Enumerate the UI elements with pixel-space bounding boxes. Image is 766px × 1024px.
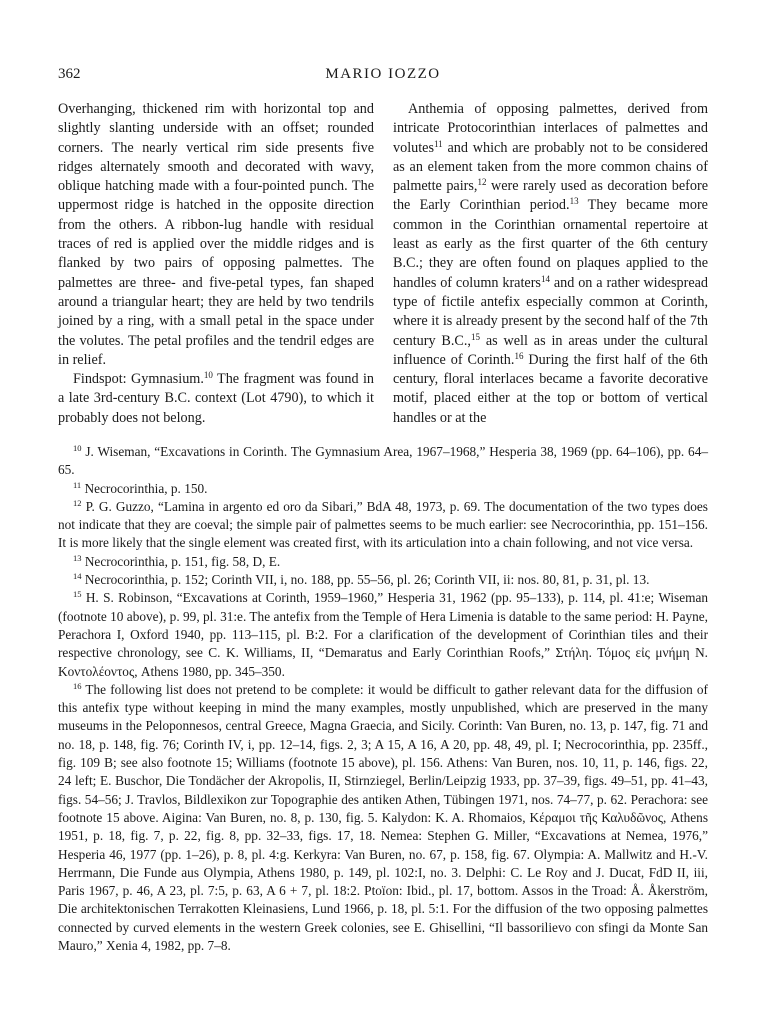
footnote-text: Necrocorinthia, p. 152; Corinth VII, i, no. 188, pp. 55–56, pl. 26; Corinth VII, ii: nos. 80, 81, p. 31, pl. 13. — [84, 572, 650, 588]
footnote-number: 11 — [73, 479, 82, 490]
footnote-14 — [58, 571, 708, 589]
left-column — [58, 100, 374, 428]
footnote-ref[interactable]: 10 — [203, 370, 213, 381]
footnote-number: 14 — [73, 571, 82, 582]
page-number: 362 — [58, 66, 81, 82]
footnote-text: H. S. Robinson, “Excavations at Corinth, 1959–1960,” Hesperia 31, 1962 (pp. 95–133), p. 114, pl. 41:e; Wiseman (footnote 10 above), p. 99, pl. 31:e. The antefix from the Temple of Hera Limenia is datable to the same period: H. Payne, Perachora I, Oxford 1940, pp. 113–115, pl. B:2. For a clarification of the development of Corinthian tiles and their respective chronology, see C. K. Williams, II, “Demaratus and Early Corinthian Roofs,” Στήλη. Τόμος εἰς μνήμη Ν. Κοντολέοντος, Athens 1980, pp. 345–350. — [58, 590, 708, 679]
footnote-ref[interactable]: 14 — [540, 273, 550, 284]
page-header — [58, 66, 708, 86]
footnote-ref[interactable]: 11 — [433, 138, 443, 149]
paragraph: Overhanging, thickened rim with horizontal top and slightly slanting underside with an offset; rounded corners. The nearly vertical rim side presents five ridges alternately smooth and decorated with wavy, oblique hatching made with a four-pointed punch. The uppermost ridge is hatched in the opposite direction from the others. A ribbon-lug handle with residual traces of red is applied over the middle ridges and is flanked by two pairs of opposing palmettes. The palmettes are three- and five-petal types, fan shaped around a triangular heart; they are held by two tendrils joined by a ring, with a small petal in the space under the volutes. The petal profiles and the tendril edges are in relief. — [58, 101, 374, 368]
running-head: MARIO IOZZO — [325, 66, 441, 82]
footnote-15 — [58, 589, 708, 680]
paragraph — [393, 100, 708, 428]
footnote-text: The following list does not pretend to be complete: it would be difficult to gather relevant data for the diffusion of this antefix type without keeping in mind the many examples, mostly unpublished, which are preserved in the many museums in the Peloponnesos, central Greece, Magna Graecia, and Sicily. Corinth: Van Buren, no. 13, p. 147, fig. 71 and no. 18, p. 148, fig. 76; Corinth IV, i, pp. 12–14, figs. 2, 3; A 15, A 16, A 20, pp. 48, 49, pl. I; Necrocorinthia, pp. 235ff., fig. 109 B; see also footnote 15; Williams (footnote 15 above), pl. 156. Athens: Van Buren, nos. 10, 11, p. 146, figs. 22, 24 left; E. Buschor, Die Tondächer der Akropolis, II, Stirnziegel, Berlin/Leipzig 1933, pp. 37–39, figs. 49–51, pp. 41–43, figs. 54–56; J. Travlos, Bildlexikon zur Topographie des antiken Athen, Tübingen 1971, nos. 74–77, p. 62. Perachora: see footnote 15 above. Aigina: Van Buren, no. 8, p. 130, fig. 5. Kalydon: K. A. Rhomaios, Κέραμοι τῆς Καλυδῶνος, Athens 1951, p. 18, fig. 7, p. 22, fig. 8, pp. 32–33, figs. 17, 18. Nemea: Stephen G. Miller, “Excavations at Nemea, 1976,” Hesperia 46, 1977 (pp. 1–26), p. 8, pl. 4:g. Kerkyra: Van Buren, no. 67, p. 158, fig. 67. Olympia: A. Mallwitz and H.-V. Herrmann, Die Funde aus Olympia, Athens 1980, p. 149, pl. 102:I, no. 3. Delphi: C. Le Roy and J. Ducat, FdD II, iii, Paris 1967, p. 46, A 23, pl. 7:5, p. 63, A 6 + 7, pl. 18:2. Ptoïon: Ibid., pl. 17, bottom. Assos in the Troad: Å. Åkerström, Die architektonischen Terrakotten Kleinasiens, Lund 1966, p. 18, pl. 5:1. For the diffusion of the two opposing palmettes connected by curved elements in the western Greek colonies, see E. Ghisellini, “Il bassorilievo con sfingi da Monte San Mauro,” Xenia 4, 1982, pp. 7–8. — [58, 681, 708, 954]
footnote-11 — [58, 480, 708, 498]
right-column — [393, 100, 708, 428]
findspot-text: Findspot: Gymnasium. — [73, 371, 204, 388]
footnote-10 — [58, 443, 708, 480]
text-span: were rarely used as decoration before the Early Corinthian period. — [393, 178, 708, 214]
footnote-number: 15 — [73, 589, 82, 600]
footnotes — [58, 443, 708, 955]
text-span: Anthemia of opposing palmettes, derived from intricate Protocorinthian interlaces of palmettes and volutes — [393, 101, 708, 156]
footnote-ref[interactable]: 16 — [514, 350, 524, 361]
text-span: and which are probably not to be considered as an element taken from the more common chains of palmette pairs, — [393, 139, 708, 195]
footnote-number: 12 — [73, 497, 82, 508]
text-span: They became more common in the Corinthian ornamental repertoire at least as early as the first quarter of the 6th century B.C.; they are often found on plaques applied to the handles of column kraters — [393, 197, 708, 291]
text-span: as well as in areas under the cultural influence of Corinth. — [393, 332, 709, 368]
footnote-text: P. G. Guzzo, “Lamina in argento ed oro da Sibari,” BdA 48, 1973, p. 69. The documentation of the two types does not indicate that they are coeval; the simple pair of palmettes seems to be much earlier: see Necrocorinthia, pp. 151–156. It is more likely that the single element was created first, with its articulation into a chain following, and not vice versa. — [58, 498, 708, 551]
footnote-text: Necrocorinthia, p. 150. — [84, 480, 208, 496]
footnote-text: Necrocorinthia, p. 151, fig. 58, D, E. — [84, 553, 281, 569]
findspot-text-cont: The fragment was found in a late 3rd-century B.C. context (Lot 4790), to which it probably does not belong. — [58, 371, 374, 426]
footnote-number: 10 — [73, 443, 82, 453]
footnote-ref[interactable]: 12 — [477, 177, 487, 188]
footnote-ref[interactable]: 13 — [569, 196, 579, 207]
footnote-12 — [58, 498, 708, 553]
footnote-13 — [58, 553, 708, 571]
footnote-16 — [58, 681, 708, 955]
text-span: During the first half of the 6th century, floral interlaces became a favorite decorative motif, placed either at the top or bottom of vertical handles or at the — [393, 351, 708, 426]
text-span: and on a rather widespread type of fictile antefix especially common at Corinth, where it is already present by the second half of the 7th century B.C., — [393, 274, 709, 349]
footnote-number: 13 — [73, 552, 82, 563]
paragraph — [58, 370, 374, 428]
footnote-ref[interactable]: 15 — [470, 331, 480, 342]
footnote-text: J. Wiseman, “Excavations in Corinth. The Gymnasium Area, 1967–1968,” Hesperia 38, 1969 (pp. 64–106), pp. 64–65. — [58, 444, 708, 478]
footnote-number: 16 — [73, 680, 82, 691]
